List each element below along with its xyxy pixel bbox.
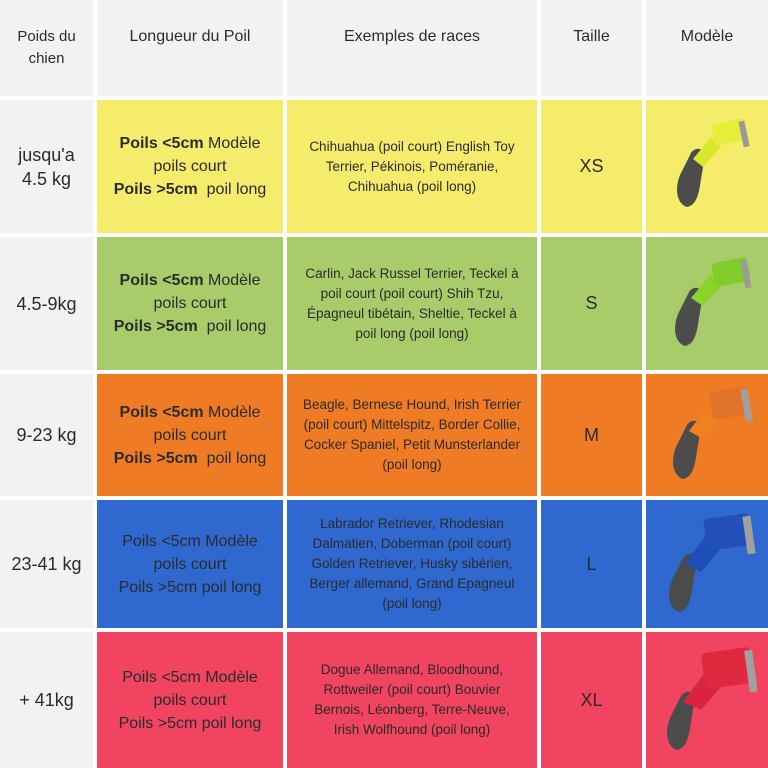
row-xs-size	[541, 100, 646, 237]
short-hair-label: Poils <5cm	[119, 403, 204, 421]
weight-text: 4.5-9kg	[16, 293, 77, 314]
long-hair-text: Poils >5cm poil long	[118, 578, 262, 596]
long-hair-text: poil long	[197, 449, 267, 467]
short-hair-line	[107, 269, 273, 315]
row-l-size	[541, 500, 646, 632]
row-xs-breeds	[287, 100, 541, 237]
breeds-text: Carlin, Jack Russel Terrier, Teckel à poil court (poil court) Shih Tzu, Épagneul tibétain, Sheltie, Teckel à poil long (poil long)	[305, 265, 519, 341]
short-hair-line	[107, 401, 273, 447]
short-hair-label: Poils <5cm	[119, 272, 204, 289]
long-hair-line	[114, 315, 267, 338]
long-hair-line	[114, 178, 267, 201]
short-hair-text: Modèle poils court	[153, 403, 261, 444]
header-weight	[0, 0, 97, 100]
long-hair-label: Poils >5cm	[113, 318, 198, 335]
short-hair-label: Poils <5cm	[119, 135, 204, 152]
breeds-text: Chihuahua (poil court) English Toy Terrier, Pékinois, Poméranie, Chihuahua (poil long)	[309, 138, 515, 194]
row-l-breeds	[287, 500, 541, 632]
header-model-text: Modèle	[680, 28, 734, 45]
header-model	[646, 0, 768, 100]
short-hair-text: Modèle poils court	[153, 135, 261, 175]
header-weight-text: Poids du chien	[17, 28, 76, 67]
row-xs-length	[97, 100, 287, 237]
weight-text: 23-41 kg	[11, 554, 82, 574]
row-s-breeds	[287, 237, 541, 374]
row-l-length	[97, 500, 287, 632]
header-breeds-text: Exemples de races	[343, 28, 481, 45]
deshedding-tool-icon	[657, 375, 757, 495]
weight-text: jusqu'a 4.5 kg	[18, 144, 75, 189]
size-text: M	[584, 424, 599, 445]
weight-text: + 41kg	[19, 690, 74, 710]
row-xl-weight	[0, 632, 97, 768]
deshedding-tool-icon	[657, 640, 757, 760]
long-hair-text: poil long	[197, 181, 267, 198]
short-hair-text: Modèle poils court	[153, 272, 261, 312]
deshedding-tool-icon	[657, 244, 757, 364]
row-m-weight	[0, 374, 97, 500]
row-m-size	[541, 374, 646, 500]
header-size-text: Taille	[573, 28, 610, 45]
header-length-text: Longueur du Poil	[129, 28, 251, 45]
row-xl-length	[97, 632, 287, 768]
long-hair-label: Poils >5cm	[113, 181, 198, 198]
size-text: L	[586, 553, 597, 574]
deshedding-tool-icon	[657, 107, 757, 227]
breeds-text: Dogue Allemand, Bloodhound, Rottweiler (poil court) Bouvier Bernois, Léonberg, Terre-Neuve, Irish Wolfhound (poil long)	[314, 662, 510, 737]
row-m-length	[97, 374, 287, 500]
long-hair-line	[114, 447, 267, 470]
header-size	[541, 0, 646, 100]
row-xl-model	[646, 632, 768, 768]
row-m-breeds	[287, 374, 541, 500]
breeds-text: Beagle, Bernese Hound, Irish Terrier (poil court) Mittelspitz, Border Collie, Cocker Spaniel, Petit Munsterlander (poil long)	[302, 397, 522, 472]
row-xl-size	[541, 632, 646, 768]
header-breeds	[287, 0, 541, 100]
size-text: S	[585, 293, 598, 313]
short-hair-text: Poils <5cm Modèle poils court	[122, 668, 258, 709]
row-s-size	[541, 237, 646, 374]
short-hair-text: Poils <5cm Modèle poils court	[122, 532, 258, 573]
row-s-weight	[0, 237, 97, 374]
row-s-model	[646, 237, 768, 374]
deshedding-tool-icon	[657, 504, 757, 624]
row-xl-breeds	[287, 632, 541, 768]
row-s-length	[97, 237, 287, 374]
breeds-text: Labrador Retriever, Rhodesian Dalmatien, Doberman (poil court) Golden Retriever, Husky sibérien, Berger allemand, Grand Epagneul (poil long)	[309, 516, 515, 611]
row-m-model	[646, 374, 768, 500]
long-hair-text: Poils >5cm poil long	[118, 714, 262, 732]
long-hair-text: poil long	[197, 318, 267, 335]
short-hair-line	[107, 132, 273, 178]
row-l-model	[646, 500, 768, 632]
size-text: XS	[579, 156, 604, 176]
header-length	[97, 0, 287, 100]
weight-text: 9-23 kg	[16, 425, 77, 445]
size-text: XL	[580, 689, 603, 710]
row-xs-weight	[0, 100, 97, 237]
row-l-weight	[0, 500, 97, 632]
long-hair-label: Poils >5cm	[113, 449, 198, 467]
row-xs-model	[646, 100, 768, 237]
